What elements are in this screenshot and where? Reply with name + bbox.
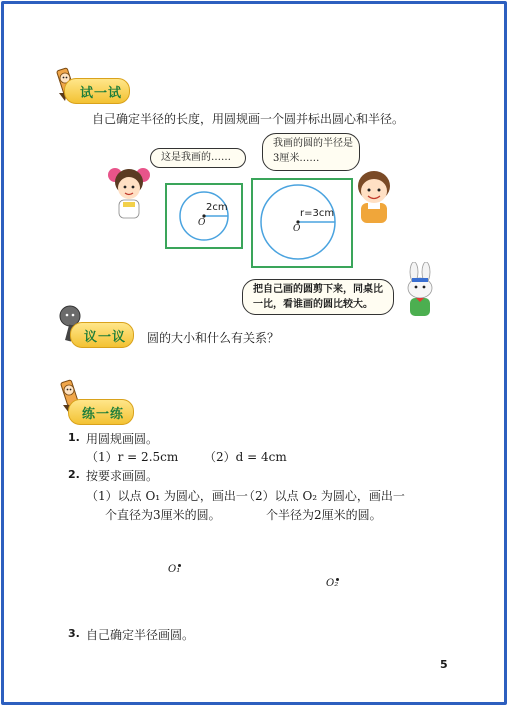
- bottom-speech-bubble: [242, 279, 394, 315]
- q3-number: 3.: [68, 627, 80, 640]
- q2-number: 2.: [68, 468, 80, 481]
- practice-badge-label: 练一练: [82, 407, 125, 422]
- girl-avatar-icon: [106, 160, 152, 222]
- q1-part-a: （1）r = 2.5cm: [86, 450, 179, 464]
- q2-part-b-line1: （2）以点 O₂ 为圆心，画出一: [243, 489, 405, 503]
- q1-text: 用圆规画圆。: [86, 432, 159, 446]
- point-o1-label: O₁: [168, 564, 181, 575]
- rabbit-mascot-icon: [400, 262, 440, 320]
- circle2-center-label: O: [293, 224, 301, 234]
- circle1-radius-label: 2cm: [206, 202, 228, 213]
- try-badge-label: 试一试: [80, 86, 123, 101]
- bottom-bubble-text: 把自己画的圆剪下来，同桌比一比，看谁画的圆比较大。: [253, 284, 383, 310]
- page-frame: [1, 1, 507, 705]
- try-instruction: 自己确定半径的长度，用圆规画一个圆并标出圆心和半径。: [92, 112, 405, 126]
- discuss-badge-label: 议一议: [84, 330, 127, 345]
- right-bubble-text: 我画的圆的半径是3厘米……: [273, 138, 353, 164]
- q1-number: 1.: [68, 431, 80, 444]
- left-bubble-text: 这是我画的……: [161, 152, 231, 163]
- discuss-question: 圆的大小和什么有关系？: [147, 331, 280, 345]
- q2-part-b-line2: 个半径为2厘米的圆。: [266, 508, 382, 522]
- q2-part-a-line1: （1）以点 O₁ 为圆心，画出一: [86, 489, 248, 503]
- right-speech-bubble: [262, 133, 360, 171]
- q2-part-a-line2: 个直径为3厘米的圆。: [105, 508, 221, 522]
- q2-text: 按要求画圆。: [86, 469, 159, 483]
- q1-part-b: （2）d = 4cm: [204, 450, 287, 464]
- boy-avatar-icon: [352, 164, 396, 226]
- circle1-center-label: O: [198, 218, 206, 228]
- circle-drawing-box-1: [165, 183, 243, 249]
- q3-text: 自己确定半径画圆。: [86, 628, 195, 642]
- point-o2-label: O₂: [326, 578, 339, 589]
- left-speech-bubble: [150, 148, 246, 168]
- circle-drawing-box-2: [251, 178, 353, 268]
- page-number: 5: [440, 658, 448, 671]
- circle2-radius-label: r=3cm: [300, 208, 335, 219]
